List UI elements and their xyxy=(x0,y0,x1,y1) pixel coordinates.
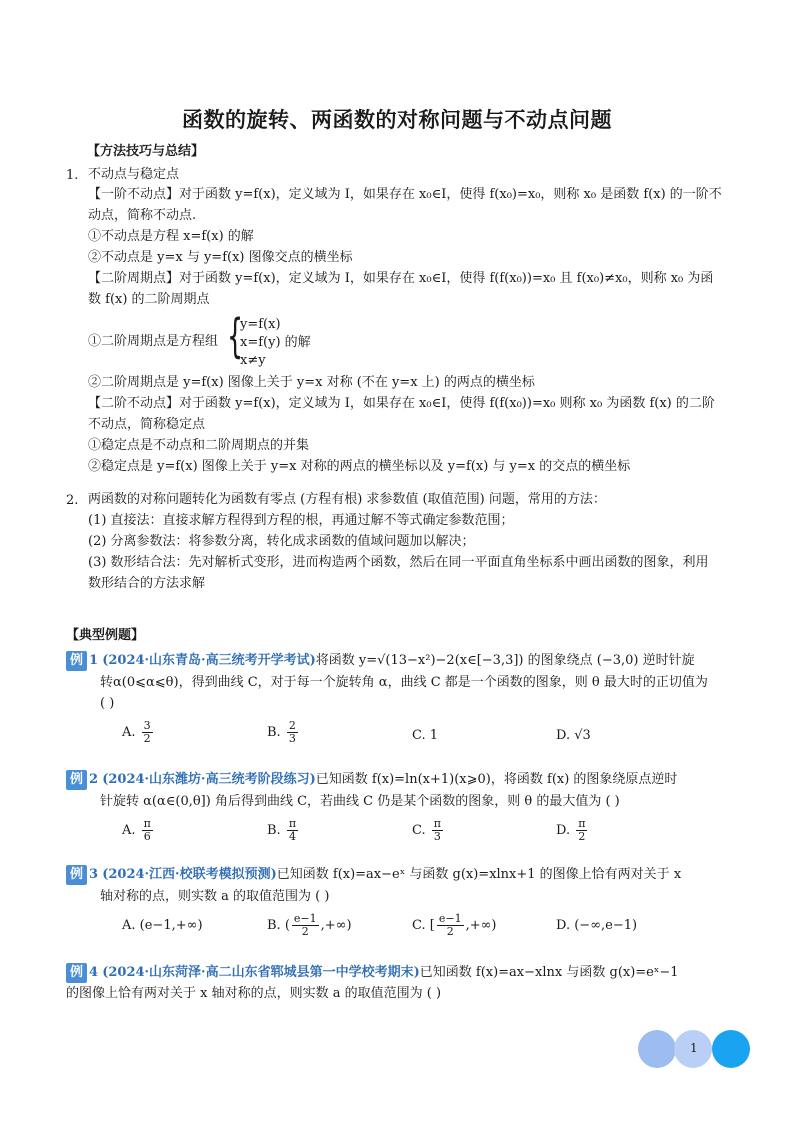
section1-line: ①稳定点是不动点和二阶周期点的并集 xyxy=(88,438,310,453)
example-source: (2024·山东菏泽·高二山东省郓城县第一中学校考期末) xyxy=(102,965,420,980)
example-tag: 例 xyxy=(66,865,87,885)
section2-line: 数形结合的方法求解 xyxy=(88,576,206,591)
equation-system-row: y=f(x) xyxy=(240,317,281,332)
example-text: 将函数 y=√(13−x²)−2(x∈[−3,3]) 的图象绕点 (−3,0) 逆时针旋 xyxy=(315,653,695,668)
section1-line: 动点，简称不动点. xyxy=(88,208,197,223)
example-source: (2024·山东潍坊·高三统考阶段练习) xyxy=(102,772,316,787)
example-1-options xyxy=(0,720,794,750)
option-b[interactable]: B. ( $\frac{e-1}{2}$ ,+∞) xyxy=(267,912,352,938)
example-text: 已知函数 f(x)=ln(x+1)(x⩾0)，将函数 f(x) 的图象绕原点逆时 xyxy=(315,772,678,787)
option-b[interactable]: B. $\frac{2}{3}$ xyxy=(267,719,296,745)
option-c[interactable]: C. 1 xyxy=(412,728,439,743)
example-number: 1 xyxy=(89,653,99,668)
brace-symbol: { xyxy=(227,309,244,363)
section2-number: 2. xyxy=(66,493,79,508)
section2-line: 两函数的对称问题转化为函数有零点 (方程有根) 求参数值 (取值范围) 问题，常用的方法： xyxy=(88,492,606,507)
option-d[interactable]: D. (−∞,e−1) xyxy=(556,918,638,933)
example-source: (2024·江西·校联考模拟预测) xyxy=(102,867,277,882)
example-1-line xyxy=(66,651,695,671)
example-4-line xyxy=(66,963,679,983)
option-a[interactable]: A. (e−1,+∞) xyxy=(122,918,203,933)
option-d[interactable]: D. √3 xyxy=(556,728,591,743)
section2-line: (2) 分离参数法：将参数分离，转化成求函数的值域问题加以解决； xyxy=(88,534,475,549)
example-number: 4 xyxy=(89,965,99,980)
example-text: 已知函数 f(x)=ax−xlnx 与函数 g(x)=eˣ−1 xyxy=(419,965,679,980)
example-1-line: ( ) xyxy=(100,696,115,711)
option-c[interactable]: C. [ $\frac{e-1}{2}$ ,+∞) xyxy=(412,912,497,938)
example-tag: 例 xyxy=(66,963,87,983)
option-a[interactable]: A. $\frac{3}{2}$ xyxy=(122,719,151,745)
option-a[interactable]: A. $\frac{\pi}{6}$ xyxy=(122,817,151,843)
example-text: 已知函数 f(x)=ax−eˣ 与函数 g(x)=xlnx+1 的图像上恰有两对关于 x xyxy=(276,867,682,882)
example-number: 3 xyxy=(89,867,99,882)
section1-line: 不动点，简称稳定点 xyxy=(88,417,206,432)
example-4-line: 的图像上恰有两对关于 x 轴对称的点，则实数 a 的取值范围为 ( ) xyxy=(66,986,442,1001)
option-d[interactable]: D. $\frac{\pi}{2}$ xyxy=(556,817,586,843)
section1-line: ②二阶周期点是 y=f(x) 图像上关于 y=x 对称 (不在 y=x 上) 的两点的横坐标 xyxy=(88,375,535,390)
example-3-line: 轴对称的点，则实数 a 的取值范围为 ( ) xyxy=(100,889,330,904)
section1-line: 【一阶不动点】对于函数 y=f(x)，定义域为 I，如果存在 x₀∈I，使得 f(x₀)=x₀，则称 x₀ 是函数 f(x) 的一阶不 xyxy=(88,187,722,202)
example-tag: 例 xyxy=(66,770,87,790)
example-2-line: 针旋转 α(α∈(0,θ]) 角后得到曲线 C，若曲线 C 仍是某个函数的图象，则 θ 的最大值为 ( ) xyxy=(100,794,620,809)
examples-heading: 【典型例题】 xyxy=(66,628,145,643)
example-3-line xyxy=(66,865,681,885)
section1-line: ①二阶周期点是方程组 xyxy=(88,334,219,349)
example-tag: 例 xyxy=(66,651,87,671)
section1-line: ①不动点是方程 x=f(x) 的解 xyxy=(88,229,254,244)
example-source: (2024·山东青岛·高三统考开学考试) xyxy=(102,653,316,668)
page-title: 函数的旋转、两函数的对称问题与不动点问题 xyxy=(182,107,612,132)
section1-line: 数 f(x) 的二阶周期点 xyxy=(88,292,210,307)
equation-system-row: x≠y xyxy=(240,353,266,368)
method-heading: 【方法技巧与总结】 xyxy=(87,144,205,159)
page-badge-right xyxy=(712,1030,750,1068)
equation-system-row: x=f(y) 的解 xyxy=(240,335,311,350)
section2-line: (1) 直接法：直接求解方程得到方程的根，再通过解不等式确定参数范围； xyxy=(88,513,514,528)
example-2-line xyxy=(66,770,677,790)
section1-line: 【二阶周期点】对于函数 y=f(x)，定义域为 I，如果存在 x₀∈I，使得 f(f(x₀))=x₀ 且 f(x₀)≠x₀，则称 x₀ 为函 xyxy=(88,271,714,286)
option-c[interactable]: C. $\frac{\pi}{3}$ xyxy=(412,817,441,843)
section2-line: (3) 数形结合法：先对解析式变形，进而构造两个函数，然后在同一平面直角坐标系中画出函数的图象，利用 xyxy=(88,555,709,570)
section1-line: ②稳定点是 y=f(x) 图像上关于 y=x 对称的两点的横坐标以及 y=f(x) 与 y=x 的交点的横坐标 xyxy=(88,459,631,474)
section1-line: ②不动点是 y=x 与 y=f(x) 图像交点的横坐标 xyxy=(88,250,353,265)
section1-number: 1. xyxy=(66,168,79,183)
example-1-line: 转α(0⩽α⩽θ)，得到曲线 C，对于每一个旋转角 α，曲线 C 都是一个函数的图象，则 θ 最大时的正切值为 xyxy=(100,675,708,690)
example-2-options xyxy=(0,818,794,848)
example-number: 2 xyxy=(89,772,99,787)
page-badge-left xyxy=(638,1030,676,1068)
section1-line: 【二阶不动点】对于函数 y=f(x)，定义域为 I，如果存在 x₀∈I，使得 f(f(x₀))=x₀ 则称 x₀ 为函数 f(x) 的二阶 xyxy=(88,396,715,411)
page-number: 1 xyxy=(690,1041,698,1055)
example-3-options xyxy=(0,913,794,943)
option-b[interactable]: B. $\frac{\pi}{4}$ xyxy=(267,817,297,843)
section1-heading: 不动点与稳定点 xyxy=(88,167,180,182)
